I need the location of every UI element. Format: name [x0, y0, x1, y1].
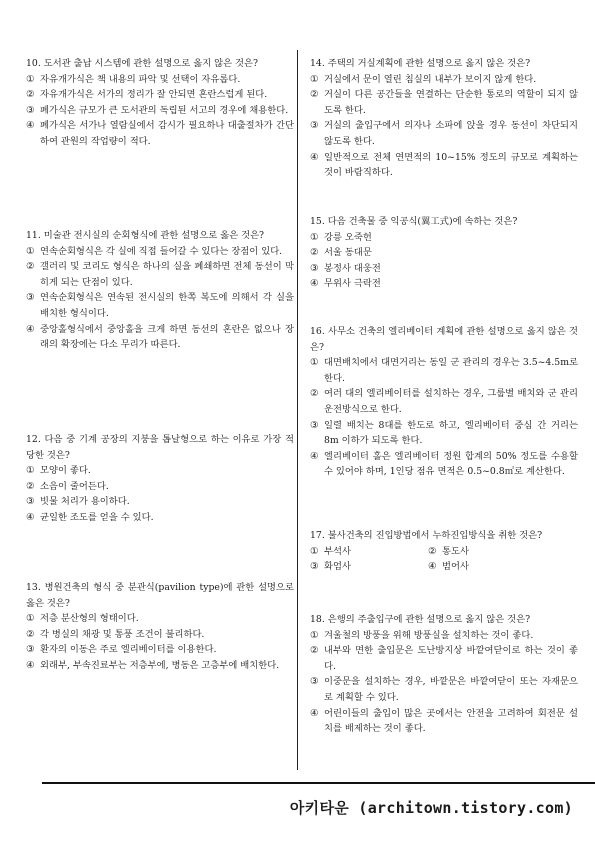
option-number: ① — [310, 545, 319, 557]
question-14 — [310, 56, 578, 181]
question-16 — [310, 324, 578, 480]
question-10 — [26, 56, 294, 150]
question-stem: 11. 미술관 전시실의 순회형식에 관한 설명으로 옳은 것은? — [26, 230, 265, 241]
option-text: 이중문을 설치하는 경우, 바깥문은 바깥여닫이 또는 자재문으로 계획할 수 있다. — [324, 676, 578, 703]
option-number: ④ — [310, 450, 319, 462]
question-12 — [26, 432, 294, 526]
option-text: 서울 동대문 — [324, 247, 372, 259]
option-number: ③ — [310, 419, 319, 431]
question-stem: 17. 불사건축의 진입방법에서 누하진입방식을 취한 것은? — [310, 530, 543, 541]
footer-rule — [42, 782, 595, 784]
option-text: 어린이들의 출입이 많은 곳에서는 안전을 고려하여 회전문 설치를 배제하는 것이 좋다. — [324, 707, 578, 735]
option-text: 환자의 이동은 주로 엘리베이터를 이용한다. — [40, 644, 217, 656]
option-4[interactable] — [26, 118, 294, 149]
option-1[interactable] — [26, 611, 294, 627]
question-stem: 13. 병원건축의 형식 중 분관식(pavilion type)에 관한 설명으로 옳은 것은? — [26, 582, 294, 609]
question-stem: 10. 도서관 출납 시스템에 관한 설명으로 옳지 않은 것은? — [26, 58, 259, 69]
option-number: ② — [26, 261, 35, 273]
question-15 — [310, 214, 578, 292]
option-row — [310, 559, 578, 575]
question-17 — [310, 528, 578, 575]
option-3[interactable] — [310, 261, 578, 277]
option-number: ④ — [26, 323, 35, 335]
option-2[interactable] — [310, 386, 578, 417]
option-number: ① — [310, 357, 319, 369]
option-2[interactable] — [26, 87, 294, 103]
option-3[interactable] — [26, 290, 294, 321]
option-number: ③ — [26, 496, 35, 508]
option-number: ④ — [310, 707, 319, 719]
option-3[interactable] — [26, 642, 294, 658]
option-3[interactable] — [310, 559, 428, 575]
option-text: 자유개가식은 서가의 정리가 잘 안되면 혼란스럽게 된다. — [40, 89, 268, 101]
option-number: ② — [26, 480, 35, 492]
option-text: 외래부, 부속진료부는 저층부에, 병동은 고층부에 배치한다. — [40, 659, 280, 671]
option-number: ② — [310, 89, 319, 101]
option-text: 범어사 — [442, 561, 469, 573]
option-text: 빗물 처리가 용이하다. — [40, 496, 130, 508]
option-text: 엘리베이터 홀은 엘리베이터 정원 합계의 50% 정도를 수용할 수 있어야 하며, 1인당 점유 면적은 0.5~0.8㎡로 계산한다. — [324, 450, 578, 478]
option-number: ② — [310, 388, 319, 400]
question-stem: 16. 사무소 건축의 엘리베이터 계획에 관한 설명으로 옳지 않은 것은? — [310, 326, 578, 353]
option-text: 화엄사 — [324, 561, 351, 573]
option-text: 대면배치에서 대면거리는 동일 군 관리의 경우는 3.5~4.5m로 한다. — [324, 357, 578, 384]
option-text: 부석사 — [324, 545, 351, 557]
option-number: ④ — [428, 561, 437, 573]
option-2[interactable] — [26, 479, 294, 495]
option-text: 봉정사 대웅전 — [324, 262, 381, 274]
question-stem: 18. 은행의 주출입구에 관한 설명으로 옳지 않은 것은? — [310, 614, 531, 625]
option-number: ① — [310, 231, 319, 243]
option-1[interactable] — [26, 72, 294, 88]
option-text: 균일한 조도를 얻을 수 있다. — [40, 511, 154, 523]
question-stem: 12. 다음 중 기계 공장의 지붕을 톱날형으로 하는 이유로 가장 적당한 것은? — [26, 434, 294, 461]
option-number: ③ — [310, 120, 319, 132]
question-18 — [310, 612, 578, 737]
column-divider — [297, 50, 298, 770]
option-number: ① — [26, 73, 35, 85]
option-1[interactable] — [310, 628, 578, 644]
option-number: ③ — [310, 561, 319, 573]
option-2[interactable] — [310, 87, 578, 118]
question-13 — [26, 580, 294, 674]
option-1[interactable] — [310, 544, 428, 560]
option-text: 여러 대의 엘리베이터를 설치하는 경우, 그룹별 배치와 군 관리 운전방식으로 한다. — [324, 388, 578, 415]
option-number: ② — [310, 247, 319, 259]
question-stem: 15. 다음 건축물 중 익공식(翼工式)에 속하는 것은? — [310, 216, 518, 227]
option-number: ① — [26, 465, 35, 477]
option-text: 폐가식은 서가나 열람실에서 감시가 필요하나 대출절차가 간단하여 관원의 작업량이 적다. — [40, 120, 294, 147]
option-4[interactable] — [310, 706, 578, 737]
option-text: 겨울철의 방풍을 위해 방풍실을 설치하는 것이 좋다. — [324, 629, 534, 641]
option-4[interactable] — [26, 322, 294, 353]
option-text: 저층 분산형의 형태이다. — [40, 613, 139, 625]
option-number: ③ — [26, 292, 35, 304]
option-text: 내부와 면한 출입문은 도난방지상 바깥여닫이로 하는 것이 좋다. — [324, 645, 578, 672]
option-4[interactable] — [428, 559, 546, 575]
option-text: 연속순회형식은 연속된 전시실의 한쪽 복도에 의해서 각 실을 배치한 형식이다. — [40, 292, 294, 319]
option-number: ③ — [310, 262, 319, 274]
option-4[interactable] — [310, 449, 578, 480]
option-text: 거실이 다른 공간들을 연결하는 단순한 통로의 역할이 되지 않도록 한다. — [324, 89, 578, 116]
option-row — [310, 544, 578, 560]
option-number: ④ — [26, 659, 35, 671]
option-2[interactable] — [26, 259, 294, 290]
option-1[interactable] — [26, 244, 294, 260]
option-number: ③ — [26, 644, 35, 656]
option-text: 각 병실의 채광 및 통풍 조건이 불리하다. — [40, 628, 205, 640]
option-number: ④ — [26, 511, 35, 523]
option-text: 일반적으로 전체 연면적의 10~15% 정도의 규모로 계획하는 것이 바람직하다. — [324, 151, 578, 179]
option-text: 강릉 오죽헌 — [324, 231, 372, 243]
option-4[interactable] — [26, 510, 294, 526]
option-number: ④ — [26, 120, 35, 132]
question-stem: 14. 주택의 거실계획에 관한 설명으로 옳지 않은 것은? — [310, 58, 531, 69]
option-text: 갤러리 및 코리도 형식은 하나의 실을 폐쇄하면 전체 동선이 막히게 되는 단점이 있다. — [40, 261, 294, 288]
option-number: ② — [26, 628, 35, 640]
option-1[interactable] — [310, 355, 578, 386]
option-2[interactable] — [310, 643, 578, 674]
option-text: 거실의 출입구에서 의자나 소파에 앉을 경우 동선이 차단되지 않도록 한다. — [324, 120, 578, 147]
option-number: ① — [26, 613, 35, 625]
option-text: 무위사 극락전 — [324, 278, 381, 290]
option-2[interactable] — [428, 544, 546, 560]
option-number: ② — [26, 89, 35, 101]
option-text: 폐가식은 규모가 큰 도서관의 독립된 서고의 경우에 채용한다. — [40, 104, 289, 116]
option-text: 모양이 좋다. — [40, 465, 91, 477]
option-3[interactable] — [310, 674, 578, 705]
option-number: ③ — [310, 676, 319, 688]
option-2[interactable] — [310, 245, 578, 261]
option-3[interactable] — [310, 418, 578, 449]
option-number: ① — [26, 245, 35, 257]
option-4[interactable] — [26, 658, 294, 674]
option-text: 통도사 — [442, 545, 469, 557]
option-1[interactable] — [26, 463, 294, 479]
option-number: ④ — [310, 151, 319, 163]
option-number: ④ — [310, 278, 319, 290]
option-3[interactable] — [310, 118, 578, 149]
option-number: ② — [310, 645, 319, 657]
option-1[interactable] — [310, 72, 578, 88]
option-number: ① — [310, 73, 319, 85]
option-1[interactable] — [310, 230, 578, 246]
option-text: 자유개가식은 책 내용의 파악 및 선택이 자유롭다. — [40, 73, 241, 85]
option-3[interactable] — [26, 103, 294, 119]
question-11 — [26, 228, 294, 353]
option-number: ② — [428, 545, 437, 557]
option-text: 거실에서 문이 열린 침실의 내부가 보이지 않게 한다. — [324, 73, 537, 85]
option-3[interactable] — [26, 494, 294, 510]
footer-credit: 아키타운 (architown.tistory.com) — [289, 799, 573, 817]
option-text: 연속순회형식은 각 실에 직접 들어갈 수 있다는 장점이 있다. — [40, 245, 283, 257]
option-4[interactable] — [310, 276, 578, 292]
option-number: ① — [310, 629, 319, 641]
option-2[interactable] — [26, 627, 294, 643]
option-text: 소음이 줄어든다. — [40, 480, 109, 492]
option-text: 일렬 배치는 8대를 한도로 하고, 엘리베이터 중심 간 거리는 8m 이하가 되도록 한다. — [324, 419, 578, 447]
option-text: 중앙홀형식에서 중앙홀을 크게 하면 동선의 혼란은 없으나 장래의 확장에는 다소 무리가 따른다. — [40, 323, 294, 351]
option-4[interactable] — [310, 150, 578, 181]
option-number: ③ — [26, 104, 35, 116]
